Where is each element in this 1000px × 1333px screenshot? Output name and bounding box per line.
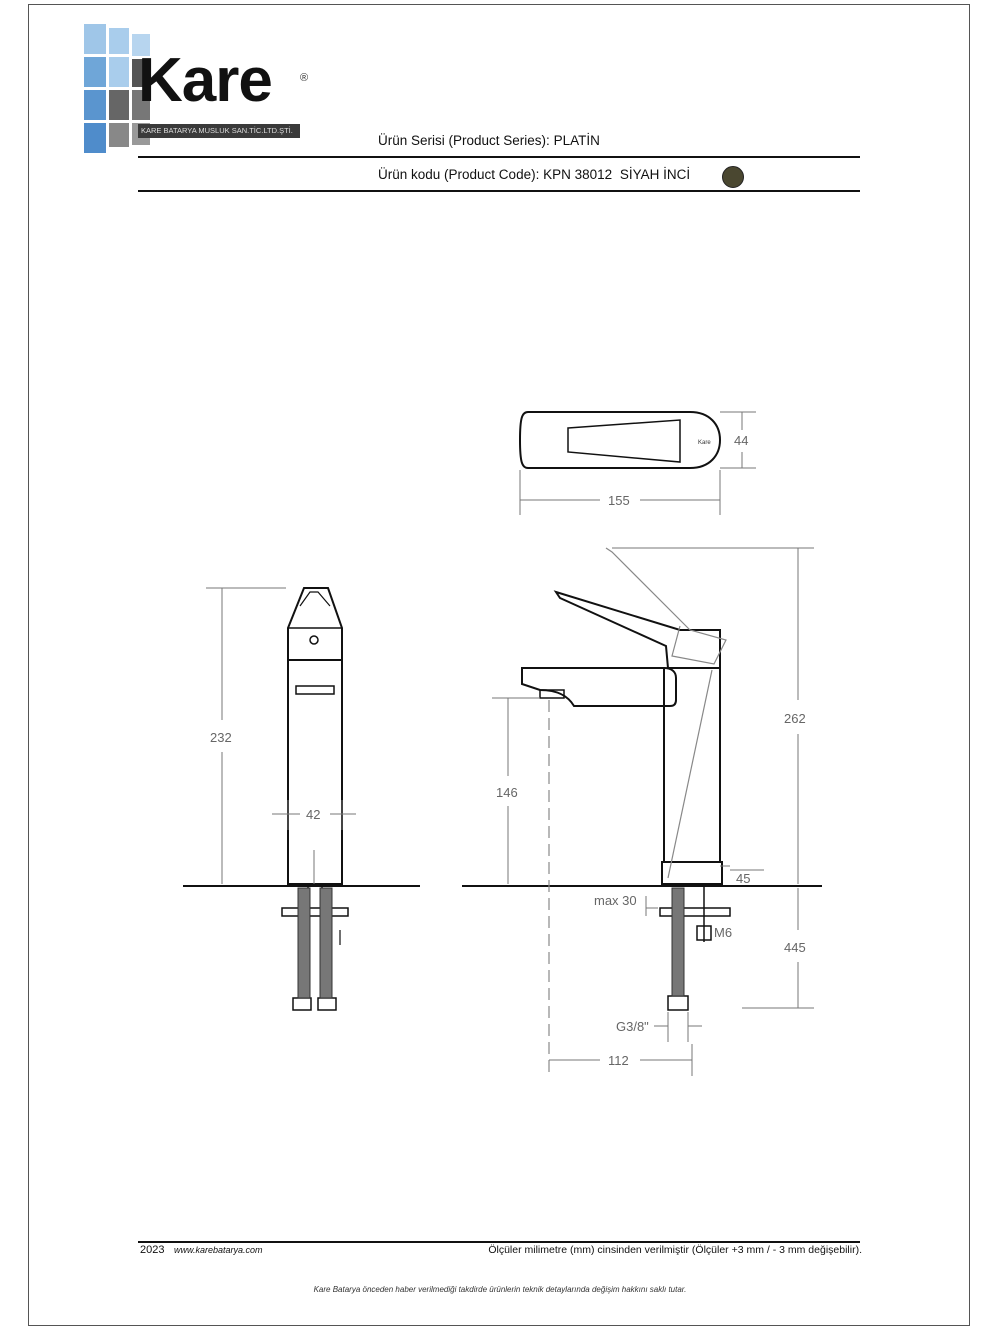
logo-wordmark: Kare [138, 46, 272, 115]
code-label: Ürün kodu (Product Code): [378, 167, 540, 182]
footer-measurement-note: Ölçüler milimetre (mm) cinsinden verilmiştir (Ölçüler +3 mm / - 3 mm değişebilir). [488, 1244, 862, 1256]
side-hose [672, 888, 684, 996]
handle-logo-text: Kare [698, 440, 711, 446]
dim-max-thickness: max 30 [594, 893, 637, 908]
code-value: KPN 38012 [543, 167, 613, 182]
dim-hose-length: 445 [784, 940, 806, 955]
side-lever [556, 592, 720, 668]
front-cartridge [288, 588, 342, 660]
logo-company-name: KARE BATARYA MUSLUK SAN.TİC.LTD.ŞTİ. [138, 124, 300, 138]
dim-top-length: 155 [608, 493, 630, 508]
dim-top-depth: 44 [734, 433, 749, 448]
dim-base-diameter: 45 [736, 871, 751, 886]
top-view-lever [568, 420, 680, 462]
series-label: Ürün Serisi (Product Series): [378, 133, 550, 148]
series-value: PLATİN [553, 133, 600, 148]
dim-front-height: 232 [210, 730, 232, 745]
dim-bolt: M6 [714, 925, 733, 940]
top-view-outline [520, 412, 720, 468]
dim-front-width: 42 [306, 807, 321, 822]
footer-rule [138, 1241, 860, 1243]
footer-disclaimer: Kare Batarya önceden haber verilmediği takdirde ürünlerin teknik detaylarında değişim hakkını saklı tutar. [313, 1285, 687, 1294]
front-hose-right [320, 888, 332, 998]
dim-side-total-height: 262 [784, 711, 806, 726]
footer-year: 2023 [140, 1244, 165, 1256]
footer-website[interactable]: www.karebatarya.com [174, 1245, 263, 1255]
dim-projection: 112 [608, 1053, 629, 1068]
side-body [522, 668, 676, 706]
dim-spout-height: 146 [496, 785, 518, 800]
color-name: SİYAH İNCİ [619, 167, 691, 182]
dim-connection: G3/8" [616, 1019, 649, 1034]
front-hose-left [298, 888, 310, 998]
registered-mark: ® [300, 72, 309, 84]
